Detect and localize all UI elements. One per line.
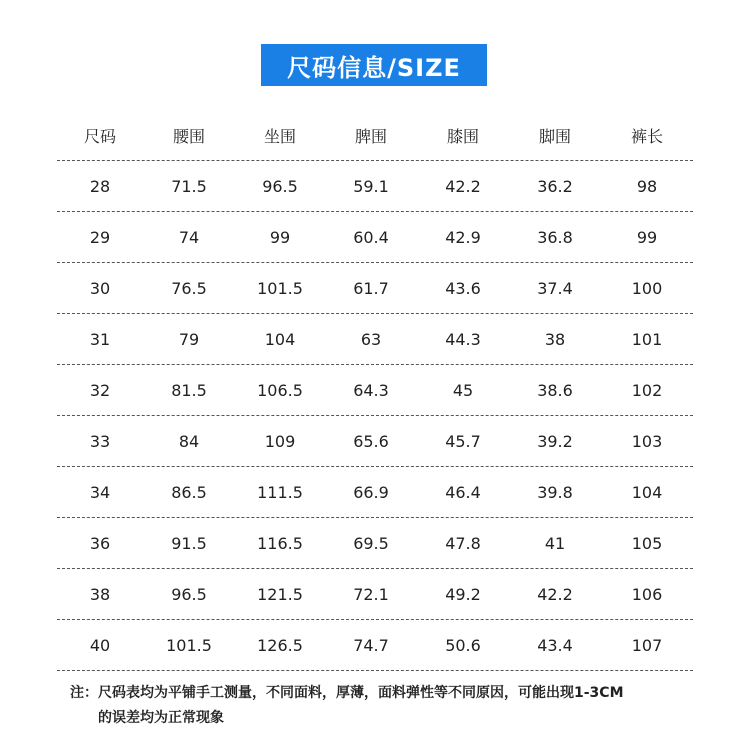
table-cell: 126.5 bbox=[257, 635, 303, 655]
table-cell: 103 bbox=[631, 431, 663, 451]
size-title: 尺码信息/SIZE bbox=[287, 53, 461, 82]
header-leg-opening: 脚围 bbox=[538, 126, 571, 146]
table-cell: 38 bbox=[89, 584, 111, 604]
table-row bbox=[57, 569, 693, 620]
table-row bbox=[57, 467, 693, 518]
size-table bbox=[57, 110, 693, 671]
table-cell: 98 bbox=[636, 176, 658, 196]
table-cell: 104 bbox=[264, 329, 296, 349]
table-cell: 29 bbox=[89, 227, 111, 247]
table-cell: 30 bbox=[89, 278, 111, 298]
table-cell: 28 bbox=[89, 176, 111, 196]
table-cell: 40 bbox=[89, 635, 111, 655]
table-cell: 99 bbox=[636, 227, 658, 247]
table-cell: 59.1 bbox=[353, 176, 389, 196]
table-cell: 47.8 bbox=[445, 533, 481, 553]
table-row bbox=[57, 263, 693, 314]
table-cell: 72.1 bbox=[353, 584, 389, 604]
table-cell: 106.5 bbox=[257, 380, 303, 400]
table-cell: 61.7 bbox=[353, 278, 389, 298]
table-cell: 36 bbox=[89, 533, 111, 553]
table-cell: 36.2 bbox=[537, 176, 573, 196]
table-cell: 116.5 bbox=[257, 533, 303, 553]
table-cell: 84 bbox=[178, 431, 200, 451]
table-cell: 71.5 bbox=[171, 176, 207, 196]
table-header-row bbox=[57, 110, 693, 161]
table-cell: 91.5 bbox=[171, 533, 207, 553]
table-cell: 46.4 bbox=[445, 482, 481, 502]
note-line-1: 注：尺码表均为平铺手工测量，不同面料，厚薄，面料弹性等不同原因，可能出现1-3CM bbox=[70, 685, 624, 701]
table-cell: 49.2 bbox=[445, 584, 481, 604]
table-cell: 39.2 bbox=[537, 431, 573, 451]
table-row bbox=[57, 365, 693, 416]
table-cell: 96.5 bbox=[171, 584, 207, 604]
table-cell: 99 bbox=[269, 227, 291, 247]
table-row bbox=[57, 416, 693, 467]
table-cell: 36.8 bbox=[537, 227, 573, 247]
header-thigh: 脾围 bbox=[354, 126, 387, 146]
table-cell: 39.8 bbox=[537, 482, 573, 502]
note-line-2: 的误差均为正常现象 bbox=[98, 710, 224, 726]
table-cell: 44.3 bbox=[445, 329, 481, 349]
table-cell: 45.7 bbox=[445, 431, 481, 451]
header-knee: 膝围 bbox=[446, 126, 479, 146]
table-cell: 96.5 bbox=[262, 176, 298, 196]
table-cell: 41 bbox=[544, 533, 566, 553]
table-cell: 42.2 bbox=[445, 176, 481, 196]
header-size: 尺码 bbox=[83, 126, 116, 146]
table-cell: 100 bbox=[631, 278, 663, 298]
table-cell: 106 bbox=[631, 584, 663, 604]
table-cell: 42.9 bbox=[445, 227, 481, 247]
table-cell: 107 bbox=[631, 635, 663, 655]
table-cell: 102 bbox=[631, 380, 663, 400]
header-length: 裤长 bbox=[630, 126, 663, 146]
table-cell: 86.5 bbox=[171, 482, 207, 502]
table-cell: 74 bbox=[178, 227, 200, 247]
table-cell: 101 bbox=[631, 329, 663, 349]
size-title-banner bbox=[261, 44, 487, 86]
table-cell: 109 bbox=[264, 431, 296, 451]
table-cell: 38 bbox=[544, 329, 566, 349]
table-cell: 32 bbox=[89, 380, 111, 400]
table-cell: 76.5 bbox=[171, 278, 207, 298]
table-cell: 60.4 bbox=[353, 227, 389, 247]
table-row bbox=[57, 620, 693, 671]
table-cell: 101.5 bbox=[257, 278, 303, 298]
table-row bbox=[57, 314, 693, 365]
table-cell: 63 bbox=[360, 329, 382, 349]
header-waist: 腰围 bbox=[172, 126, 205, 146]
table-row bbox=[57, 518, 693, 569]
table-cell: 33 bbox=[89, 431, 111, 451]
table-cell: 42.2 bbox=[537, 584, 573, 604]
table-row bbox=[57, 212, 693, 263]
table-cell: 64.3 bbox=[353, 380, 389, 400]
header-hip: 坐围 bbox=[263, 126, 296, 146]
table-cell: 65.6 bbox=[353, 431, 389, 451]
table-row bbox=[57, 161, 693, 212]
table-cell: 121.5 bbox=[257, 584, 303, 604]
table-cell: 37.4 bbox=[537, 278, 573, 298]
table-cell: 79 bbox=[178, 329, 200, 349]
table-cell: 105 bbox=[631, 533, 663, 553]
table-cell: 31 bbox=[89, 329, 111, 349]
table-cell: 104 bbox=[631, 482, 663, 502]
table-cell: 43.6 bbox=[445, 278, 481, 298]
table-cell: 101.5 bbox=[166, 635, 212, 655]
table-cell: 69.5 bbox=[353, 533, 389, 553]
table-cell: 81.5 bbox=[171, 380, 207, 400]
table-cell: 50.6 bbox=[445, 635, 481, 655]
table-cell: 74.7 bbox=[353, 635, 389, 655]
measurement-note bbox=[70, 681, 710, 731]
table-cell: 66.9 bbox=[353, 482, 389, 502]
table-cell: 34 bbox=[89, 482, 111, 502]
table-cell: 38.6 bbox=[537, 380, 573, 400]
table-cell: 43.4 bbox=[537, 635, 573, 655]
table-cell: 111.5 bbox=[257, 482, 303, 502]
table-cell: 45 bbox=[452, 380, 474, 400]
